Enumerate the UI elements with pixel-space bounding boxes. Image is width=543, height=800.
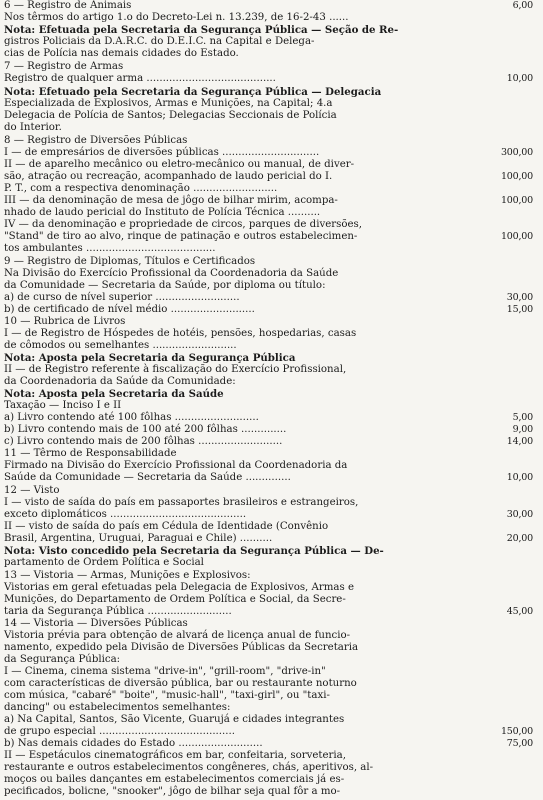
line-text: b) Livro contendo mais de 100 até 200 fôlhas ..............: [4, 424, 287, 435]
line-text: Especializada de Explosivos, Armas e Munições, na Capital; 4.a: [4, 98, 333, 109]
document-line: [0, 147, 543, 159]
line-text: com características de diversão pública, bar ou restaurante noturno: [4, 678, 357, 689]
line-value: 14,00: [506, 436, 533, 447]
document-line: [0, 243, 543, 255]
line-text: Firmado na Divisão do Exercício Profissional da Coordenadoria da: [4, 460, 348, 471]
line-text: a) de curso de nível superior ..........................: [4, 292, 240, 303]
document-line: [0, 606, 543, 618]
line-text: Nota: Efetuado pela Secretaria da Segurança Pública — Delegacia: [4, 86, 382, 98]
line-text: Na Divisão do Exercício Profissional da Coordenadoria da Saúde: [4, 268, 339, 279]
document-line: [0, 268, 543, 280]
line-value: 20,00: [506, 533, 533, 544]
document-line: [0, 750, 543, 762]
line-text: II — de aparelho mecânico ou eletro-mecânico ou manual, de diver-: [4, 159, 355, 170]
document-line: [0, 61, 543, 73]
document-line: [0, 738, 543, 750]
line-value: 45,00: [506, 606, 533, 617]
line-value: 30,00: [506, 292, 533, 303]
line-text: b) de certificado de nível médio ..........................: [4, 304, 255, 315]
document-line: [0, 618, 543, 630]
line-text: partamento de Ordem Política e Social: [4, 557, 204, 568]
document-line: [0, 594, 543, 606]
document-line: [0, 340, 543, 352]
line-text: de cômodos ou semelhantes ..........................: [4, 340, 237, 351]
document-line: [0, 292, 543, 304]
line-text: Saúde da Comunidade — Secretaria da Saúde ..............: [4, 472, 291, 483]
line-text: c) Livro contendo mais de 200 fôlhas ..........................: [4, 436, 283, 447]
line-value: 150,00: [500, 726, 533, 737]
line-text: Nota: Efetuada pela Secretaria da Segurança Pública — Seção de Re-: [4, 24, 399, 36]
document-line: [0, 424, 543, 436]
line-text: III — da denominação de mesa de jôgo de bilhar mirim, acompa-: [4, 195, 338, 206]
document-line: [0, 630, 543, 642]
line-value: 100,00: [500, 231, 533, 242]
line-text: 10 — Rubrica de Livros: [4, 316, 126, 327]
document-line: [0, 304, 543, 316]
document-line: [0, 159, 543, 171]
line-text: do Interior.: [4, 122, 62, 133]
document-line: [0, 545, 543, 557]
document-line: [0, 256, 543, 268]
line-value: 15,00: [506, 304, 533, 315]
line-text: Brasil, Argentina, Uruguai, Paraguai e Chile) ..........: [4, 533, 273, 544]
line-text: I — visto de saída do país em passaportes brasileiros e estrangeiros,: [4, 497, 359, 508]
document-line: [0, 110, 543, 122]
line-text: 6 — Registro de Animais: [4, 0, 132, 11]
line-text: Registro de qualquer arma ........................................: [4, 73, 276, 84]
line-text: moços ou bailes dançantes em estabelecimentos comerciais já es-: [4, 774, 345, 785]
document-line: [0, 135, 543, 147]
document-line: [0, 12, 543, 24]
document-line: [0, 460, 543, 472]
document-line: [0, 73, 543, 85]
line-text: gistros Policiais da D.A.R.C. do D.E.I.C. na Capital e Delega-: [4, 36, 315, 47]
document-line: [0, 582, 543, 594]
document-line: [0, 485, 543, 497]
line-text: II — visto de saída do país em Cédula de Identidade (Convênio: [4, 521, 329, 532]
document-line: [0, 726, 543, 738]
line-text: I — de Registro de Hóspedes de hotéis, pensões, hospedarias, casas: [4, 328, 357, 339]
document-line: [0, 702, 543, 714]
line-text: da Comunidade — Secretaria da Saúde, por diploma ou título:: [4, 280, 326, 291]
line-text: II — Espetáculos cinematográficos em bar, confeitaria, sorveteria,: [4, 750, 346, 761]
line-text: "Stand" de tiro ao alvo, rinque de patinação e outros estabelecimen-: [4, 231, 358, 242]
line-text: I — de empresários de diversões públicas ..............................: [4, 147, 320, 158]
document-line: [0, 48, 543, 60]
line-text: nhado de laudo pericial do Instituto de Polícia Técnica ..........: [4, 207, 321, 218]
line-text: namento, expedido pela Divisão de Diversões Públicas da Secretaria: [4, 642, 359, 653]
document-line: [0, 690, 543, 702]
document-line: [0, 774, 543, 786]
document-line: [0, 714, 543, 726]
line-text: 7 — Registro de Armas: [4, 61, 124, 72]
line-text: 11 — Têrmo de Responsabilidade: [4, 448, 177, 459]
document-line: [0, 472, 543, 484]
line-value: 10,00: [506, 472, 533, 483]
document-line: [0, 0, 543, 12]
line-value: 300,00: [500, 147, 533, 158]
line-text: de grupo especial ..........................................: [4, 726, 235, 737]
line-value: 75,00: [506, 738, 533, 749]
line-text: Vistoria prévia para obtenção de alvará de licença anual de funcio-: [4, 630, 351, 641]
line-text: II — de Registro referente à fiscalização do Exercício Profissional,: [4, 364, 347, 375]
document-line: [0, 786, 543, 798]
document-line: [0, 316, 543, 328]
line-text: Vistorias em geral efetuadas pela Delegacia de Explosivos, Armas e: [4, 582, 354, 593]
line-text: P. T., com a respectiva denominação ..........................: [4, 183, 278, 194]
line-value: 5,00: [512, 412, 533, 423]
document-line: [0, 352, 543, 364]
line-value: 10,00: [506, 73, 533, 84]
document-line: [0, 509, 543, 521]
line-text: Nota: Aposta pela Secretaria da Saúde: [4, 388, 224, 400]
line-text: da Coordenadoria da Saúde da Comunidade:: [4, 376, 236, 387]
line-text: pecificados, bolicne, "snooker", jôgo de bilhar seja qual fôr a mo-: [4, 786, 341, 797]
line-text: restaurante e outros estabelecimentos congêneres, chás, aperitivos, al-: [4, 762, 374, 773]
document-line: [0, 36, 543, 48]
line-value: 6,00: [512, 0, 533, 11]
document-line: [0, 195, 543, 207]
line-value: 30,00: [506, 509, 533, 520]
document-line: [0, 400, 543, 412]
line-text: da Segurança Pública:: [4, 654, 121, 665]
document-line: [0, 448, 543, 460]
line-text: Delegacia de Polícia de Santos; Delegacias Seccionais de Polícia: [4, 110, 337, 121]
line-text: a) Na Capital, Santos, São Vicente, Guarujá e cidades integrantes: [4, 714, 345, 725]
line-value: 100,00: [500, 171, 533, 182]
line-text: a) Livro contendo até 100 fôlhas ..........................: [4, 412, 259, 423]
document-line: [0, 280, 543, 292]
line-text: 8 — Registro de Diversões Públicas: [4, 135, 188, 146]
line-text: são, atração ou recreação, acompanhado de laudo pericial do I.: [4, 171, 333, 182]
document-line: [0, 436, 543, 448]
line-text: 14 — Vistoria — Diversões Públicas: [4, 618, 188, 629]
document-line: [0, 570, 543, 582]
line-value: 100,00: [500, 195, 533, 206]
document-line: [0, 328, 543, 340]
line-text: Nota: Aposta pela Secretaria da Segurança Pública: [4, 352, 296, 364]
document-line: [0, 86, 543, 98]
document-line: [0, 666, 543, 678]
line-text: 13 — Vistoria — Armas, Munições e Explosivos:: [4, 570, 251, 581]
document-line: [0, 183, 543, 195]
line-text: cias de Polícia nas demais cidades do Estado.: [4, 48, 239, 59]
line-text: I — Cinema, cinema sistema "drive-in", "grill-room", "drive-in": [4, 666, 326, 677]
document-line: [0, 364, 543, 376]
document-line: [0, 24, 543, 36]
line-text: dancing" ou estabelecimentos semelhantes:: [4, 702, 231, 713]
document-line: [0, 98, 543, 110]
line-text: 12 — Visto: [4, 485, 60, 496]
line-text: Munições, do Departamento de Ordem Política e Social, da Secre-: [4, 594, 346, 605]
document-line: [0, 412, 543, 424]
document-line: [0, 497, 543, 509]
document-line: [0, 122, 543, 134]
document-line: [0, 231, 543, 243]
line-text: Taxação — Inciso I e II: [4, 400, 122, 411]
document-line: [0, 678, 543, 690]
document-line: [0, 376, 543, 388]
document-line: [0, 521, 543, 533]
document-line: [0, 762, 543, 774]
line-text: exceto diplomáticos ..........................................: [4, 509, 247, 520]
line-text: b) Nas demais cidades do Estado ..........................: [4, 738, 263, 749]
document-line: [0, 533, 543, 545]
document-line: [0, 654, 543, 666]
line-text: tos ambulantes ........................................: [4, 243, 216, 254]
document-line: [0, 557, 543, 569]
document-line: [0, 219, 543, 231]
line-text: IV — da denominação e propriedade de circos, parques de diversões,: [4, 219, 362, 230]
line-text: com música, "cabaré" "boite", "music-hall", "taxi-girl", ou "taxi-: [4, 690, 330, 701]
document-line: [0, 642, 543, 654]
document-line: [0, 171, 543, 183]
document-line: [0, 207, 543, 219]
line-value: 9,00: [512, 424, 533, 435]
line-text: taria da Segurança Pública ..........................: [4, 606, 232, 617]
line-text: Nota: Visto concedido pela Secretaria da Segurança Pública — De-: [4, 545, 384, 557]
document-line: [0, 388, 543, 400]
line-text: 9 — Registro de Diplomas, Títulos e Certificados: [4, 256, 256, 267]
line-text: Nos têrmos do artigo 1.o do Decreto-Lei n. 13.239, de 16-2-43 ......: [4, 12, 349, 23]
